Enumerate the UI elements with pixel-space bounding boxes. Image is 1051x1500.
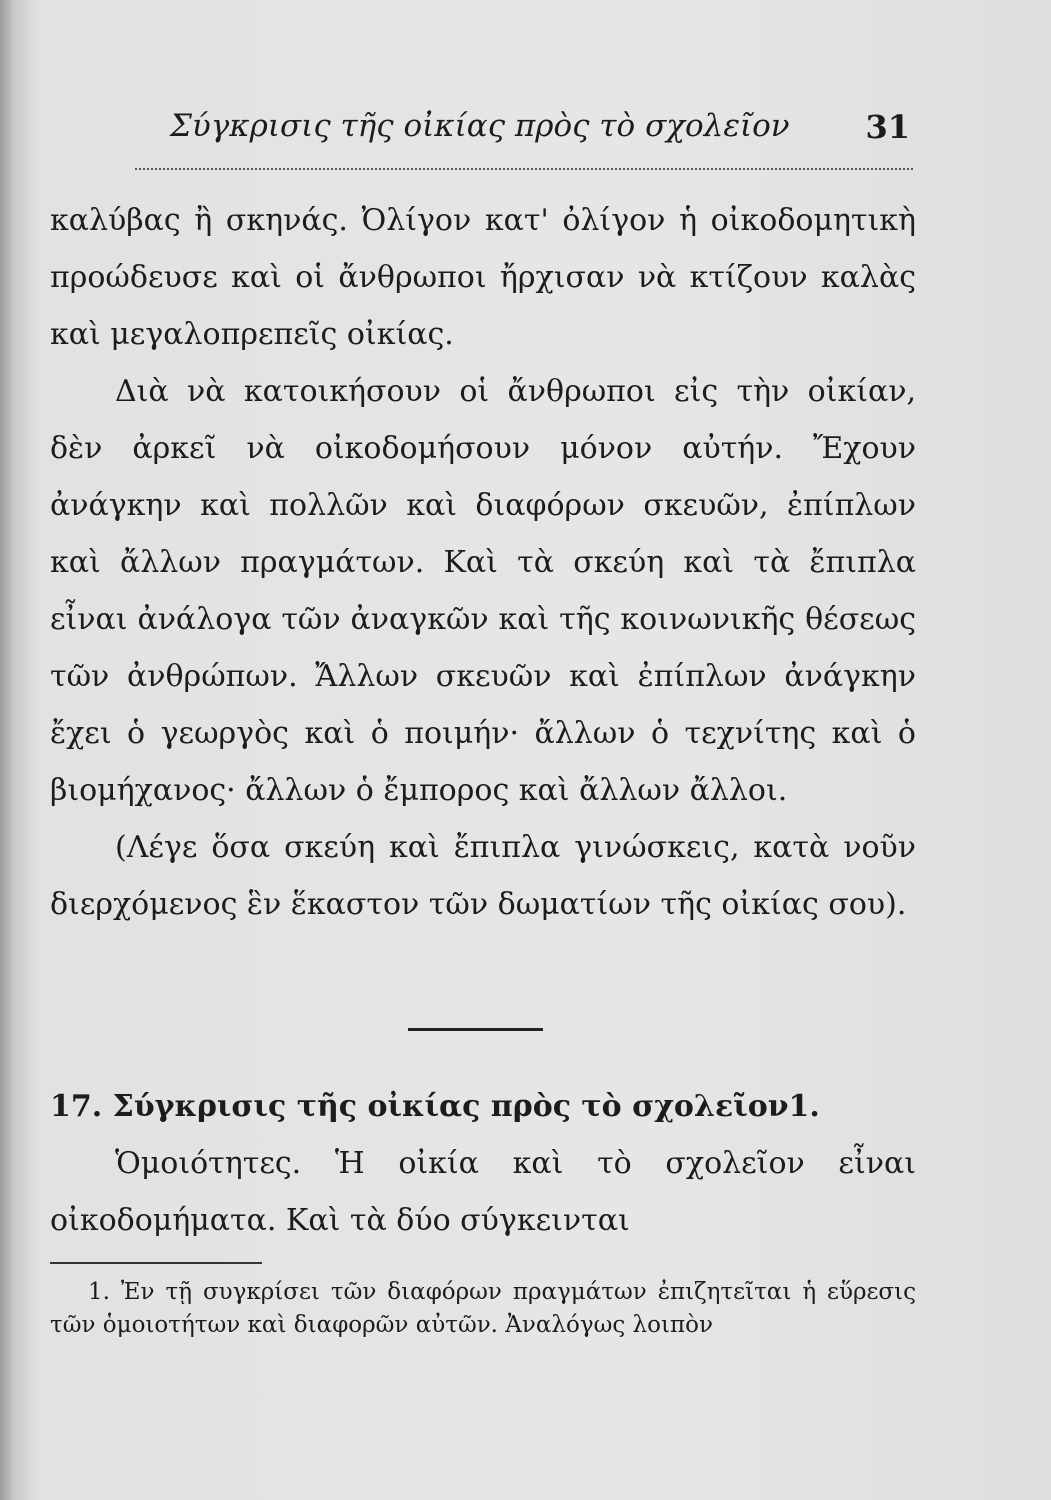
header-rule: [135, 168, 913, 170]
paragraph-2: Διὰ νὰ κατοικήσουν οἱ ἄνθρωποι εἰς τὴν οἰκίαν, δὲν ἀρκεῖ νὰ οἰκοδομήσουν μόνον αὐτήν. Ἔχουν ἀνάγκην καὶ πολλῶν καὶ διαφόρων σκευῶν, ἐπίπλων καὶ ἄλλων πραγμάτων. Καὶ τὰ σκεύη καὶ τὰ ἔπιπλα εἶναι ἀνάλογα τῶν ἀναγκῶν καὶ τῆς κοινωνικῆς θέσεως τῶν ἀνθρώπων. Ἄλλων σκευῶν καὶ ἐπίπλων ἀνάγκην ἔχει ὁ γεωργὸς καὶ ὁ ποιμήν· ἄλλων ὁ τεχνίτης καὶ ὁ βιομήχανος· ἄλλων ὁ ἔμπορος καὶ ἄλλων ἄλλοι.: [50, 374, 916, 808]
footnote: [50, 1276, 916, 1342]
page-number: 31: [865, 108, 910, 146]
section-17: [50, 1078, 916, 1249]
page-header: [50, 108, 910, 158]
section-heading: 17. Σύγκρισις τῆς οἰκίας πρὸς τὸ σχολεῖον1.: [50, 1089, 820, 1124]
footnote-text: 1. Ἐν τῇ συγκρίσει τῶν διαφόρων πραγμάτων ἐπιζητεῖται ἡ εὕρεσις τῶν ὁμοιοτήτων καὶ διαφορῶν αὐτῶν. Ἀναλόγως λοιπὸν: [50, 1279, 916, 1338]
footnote-rule: [50, 1262, 262, 1264]
paragraph-1: καλύβας ἢ σκηνάς. Ὀλίγον κατ' ὀλίγον ἡ οἰκοδομητικὴ προώδευσε καὶ οἱ ἄνθρωποι ἤρχισαν νὰ κτίζουν καλὰς καὶ μεγαλοπρεπεῖς οἰκίας.: [50, 203, 916, 352]
running-title: Σύγκρισις τῆς οἰκίας πρὸς τὸ σχολεῖον: [170, 108, 790, 144]
main-text: [50, 192, 916, 933]
section-paragraph: Ὁμοιότητες. Ἡ οἰκία καὶ τὸ σχολεῖον εἶναι οἰκοδομήματα. Καὶ τὰ δύο σύγκεινται: [50, 1146, 916, 1238]
paragraph-3: (Λέγε ὅσα σκεύη καὶ ἔπιπλα γινώσκεις, κατὰ νοῦν διερχόμενος ἓν ἕκαστον τῶν δωματίων τῆς οἰκίας σου).: [50, 830, 916, 922]
section-separator: [408, 1028, 543, 1031]
